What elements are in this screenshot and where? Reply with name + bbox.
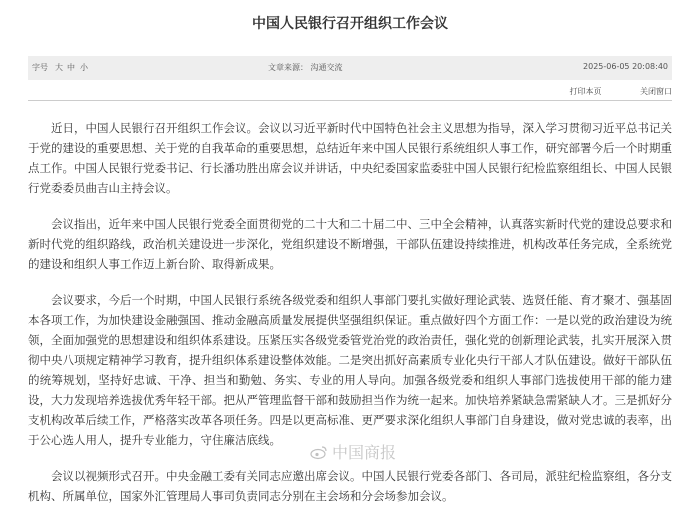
font-size-large-link[interactable]: 大 [55, 63, 63, 72]
publish-datetime: 2025-06-05 20:08:40 [583, 62, 668, 71]
divider [28, 100, 672, 101]
watermark [310, 440, 396, 463]
font-size-medium-link[interactable]: 中 [67, 63, 75, 72]
article-meta-bar [28, 56, 672, 80]
watermark-text: 中国商报 [332, 443, 397, 462]
paragraph: 会议指出，近年来中国人民银行党委全面贯彻党的二十大和二十届二中、三中全会精神，认真落实新时代党的建设总要求和新时代党的组织路线，政治机关建设进一步深化，党组织建设不断增强，干部队伍建设持续推进，机构改革任务完成，全系统党的建设和组织人事工作迈上新台阶、取得新成果。 [28, 217, 672, 271]
article-toolbar [533, 86, 672, 97]
paragraph: 近日，中国人民银行召开组织工作会议。会议以习近平新时代中国特色社会主义思想为指导，深入学习贯彻习近平总书记关于党的建设的重要思想、关于党的自我革命的重要思想，总结近年来中国人民银行系统组织人事工作，研究部署今后一个时期重点工作。中国人民银行党委书记、行长潘功胜出席会议并讲话，中央纪委国家监委驻中国人民银行纪检监察组组长、中国人民银行党委委员曲吉山主持会议。 [28, 121, 672, 195]
weibo-logo-icon [310, 445, 328, 459]
font-size-label: 字号 [32, 63, 48, 72]
paragraph: 会议以视频形式召开。中央金融工委有关同志应邀出席会议。中国人民银行党委各部门、各司局，派驻纪检监察组，各分支机构、所属单位，国家外汇管理局人事司负责同志分别在主会场和分会场参加会议。 [28, 469, 672, 503]
font-size-small-link[interactable]: 小 [80, 63, 88, 72]
article-source: 文章来源： 沟通交流 [268, 63, 343, 72]
page-title: 中国人民银行召开组织工作会议 [252, 16, 448, 32]
paragraph: 会议要求，今后一个时期，中国人民银行系统各级党委和组织人事部门要扎实做好理论武装、选贤任能、育才聚才、强基固本各项工作，为加快建设金融强国、推动金融高质量发展提供坚强组织保证。重点做好四个方面工作：一是以党的政治建设为统领，全面加强党的思想建设和组织体系建设。压紧压实各级党委管党治党的政治责任，强化党的创新理论武装，扎实开展深入贯彻中央八项规定精神学习教育，提升组织体系建设整体效能。二是突出抓好高素质专业化央行干部人才队伍建设。做好干部队伍的统筹规划，坚持好忠诚、干净、担当和勤勉、务实、专业的用人导向。加强各级党委和组织人事部门选拔使用干部的能力建设，大力发现培养选拔优秀年轻干部。把从严管理监督干部和鼓励担当作为统一起来。加快培养紧缺急需紧缺人才。三是抓好分支机构改革后续工作，严格落实改革各项任务。四是以更高标准、更严要求深化组织人事部门自身建设，做对党忠诚的表率，出于公心选人用人，提升专业能力，守住廉洁底线。 [28, 293, 672, 447]
close-window-link[interactable]: 关闭窗口 [640, 87, 672, 96]
print-page-link[interactable]: 打印本页 [569, 87, 602, 96]
